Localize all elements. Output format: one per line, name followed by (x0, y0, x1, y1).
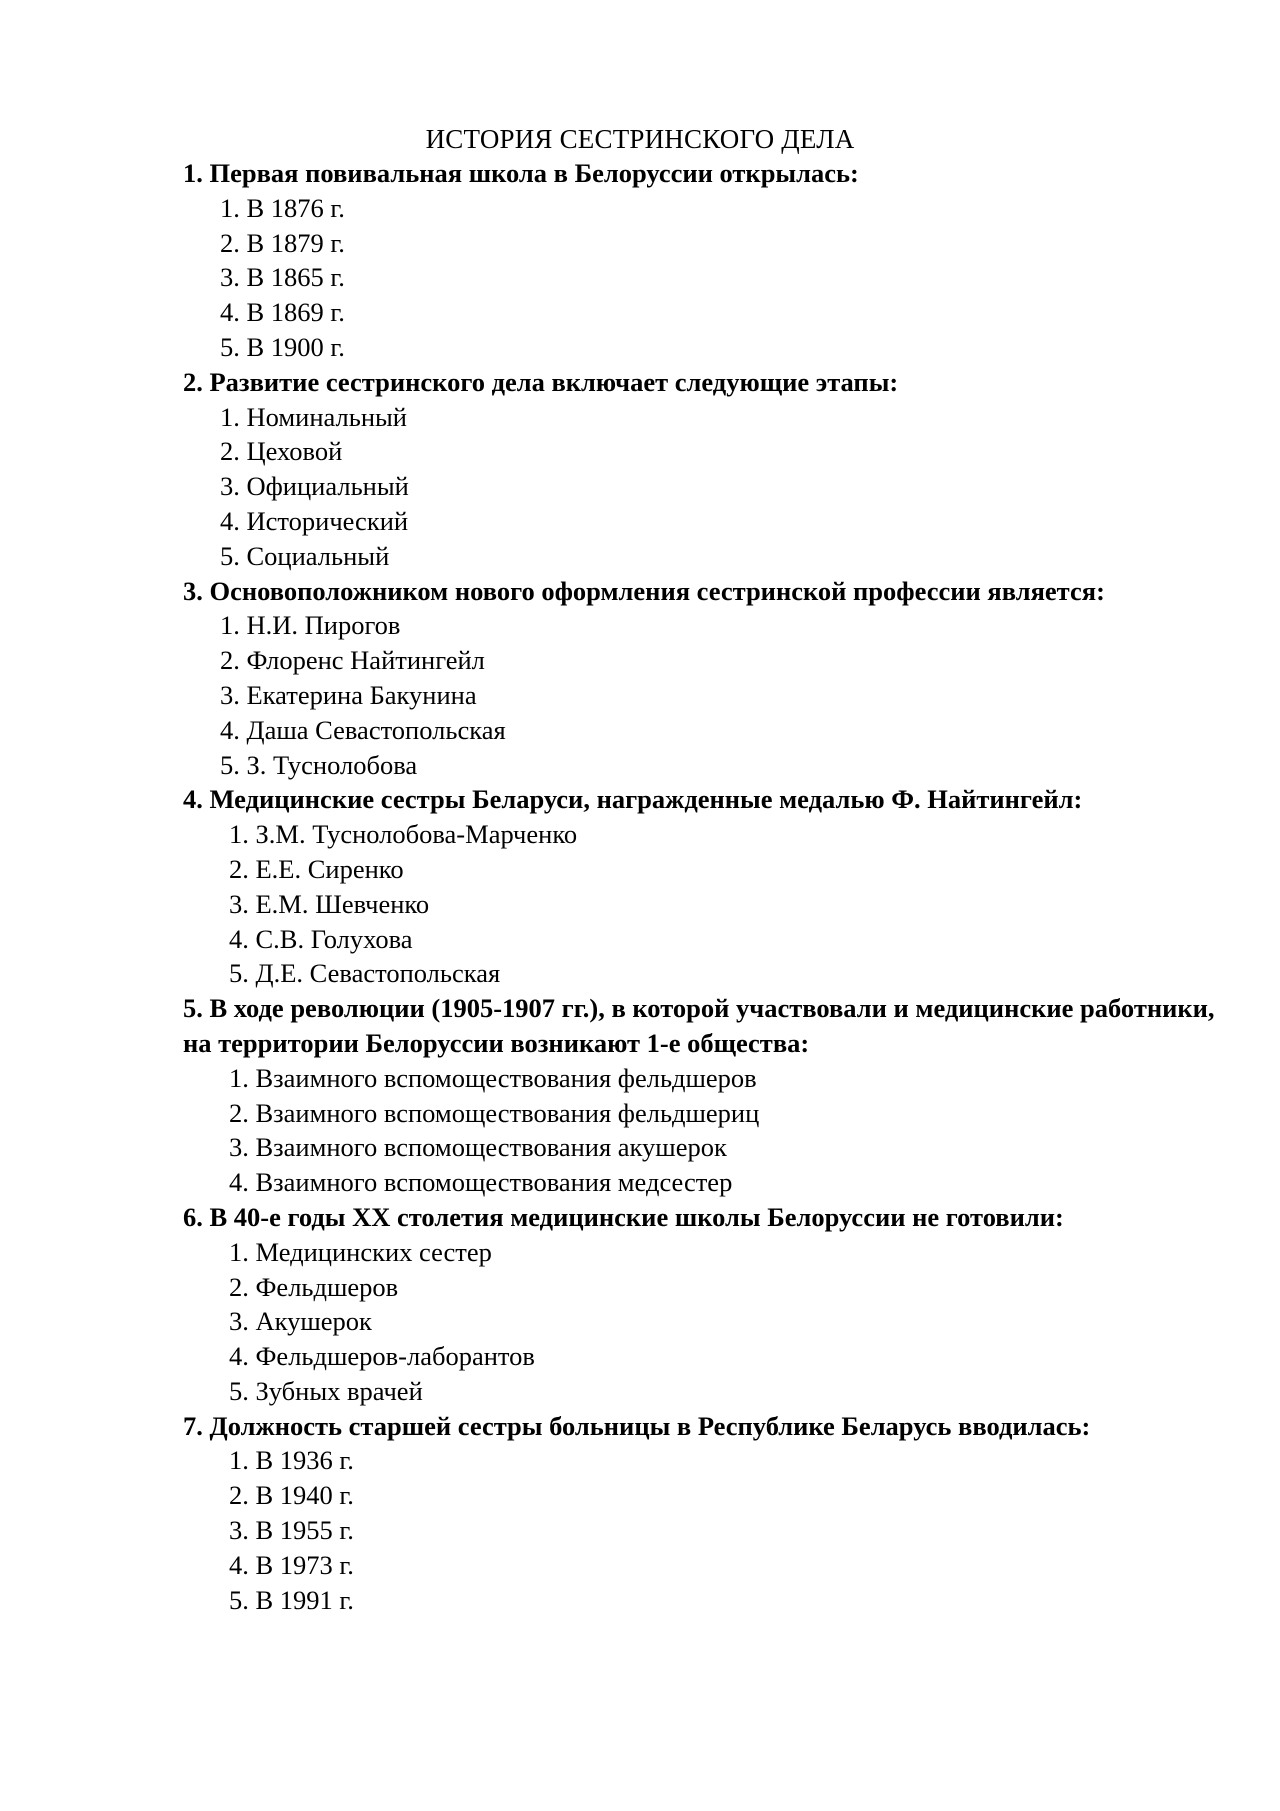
answer-option (220, 330, 1243, 365)
answer-option (220, 260, 1243, 295)
answer-number: 5. (229, 958, 249, 989)
answer-option (229, 1235, 1243, 1270)
question-text: 2. Развитие сестринского дела включает следующие этапы: (183, 366, 899, 397)
answer-text: В 1876 г. (246, 192, 345, 223)
answer-text: Взаимного вспомоществования медсестер (255, 1167, 733, 1198)
answer-option (229, 1061, 1243, 1096)
answer-option (229, 1339, 1243, 1374)
answer-number: 1. (229, 1062, 249, 1093)
question-1 (183, 156, 1243, 365)
answer-number: 3. (220, 679, 240, 710)
answer-number: 3. (229, 1306, 249, 1337)
question-list (183, 156, 1243, 1617)
answer-text: Взаимного вспомоществования фельдшеров (255, 1062, 757, 1093)
answer-text: Взаимного вспомоществования акушерок (255, 1132, 727, 1163)
question-6 (183, 1200, 1243, 1409)
answer-text: Е.Е. Сиренко (255, 853, 404, 884)
answer-number: 1. (220, 401, 240, 432)
answer-number: 3. (229, 1132, 249, 1163)
answer-option (229, 1583, 1243, 1618)
answer-text: Медицинских сестер (255, 1236, 492, 1267)
answer-option (229, 852, 1243, 887)
answer-option (229, 1478, 1243, 1513)
answer-number: 1. (229, 819, 249, 850)
answer-option (220, 469, 1243, 504)
answer-number: 2. (229, 1271, 249, 1302)
answer-text: Официальный (246, 471, 409, 502)
answer-list (183, 400, 1243, 574)
answer-option (229, 1443, 1243, 1478)
answer-option (220, 643, 1243, 678)
answer-number: 5. (220, 331, 240, 362)
answer-list (183, 608, 1243, 782)
answer-option (229, 887, 1243, 922)
answer-text: Д.Е. Севастопольская (255, 958, 501, 989)
answer-number: 5. (229, 1584, 249, 1615)
answer-number: 4. (229, 1549, 249, 1580)
answer-number: 5. (220, 749, 240, 780)
answer-text: В 1900 г. (246, 331, 345, 362)
answer-number: 1. (229, 1236, 249, 1267)
answer-option (229, 1165, 1243, 1200)
answer-list (183, 817, 1243, 991)
answer-text: Флоренс Найтингейл (246, 645, 485, 676)
answer-number: 5. (220, 540, 240, 571)
answer-number: 4. (220, 297, 240, 328)
answer-text: Фельдшеров-лаборантов (255, 1341, 535, 1372)
question-text: 6. В 40-е годы ХХ столетия медицинские школы Белоруссии не готовили: (183, 1201, 1064, 1232)
question-5 (183, 991, 1243, 1200)
answer-number: 1. (229, 1445, 249, 1476)
answer-text: Даша Севастопольская (246, 714, 506, 745)
answer-option (220, 539, 1243, 574)
answer-text: Н.И. Пирогов (246, 610, 401, 641)
answer-number: 2. (229, 1097, 249, 1128)
answer-number: 4. (220, 505, 240, 536)
answer-option (229, 1270, 1243, 1305)
answer-text: Номинальный (246, 401, 407, 432)
answer-number: 3. (229, 1515, 249, 1546)
answer-number: 1. (220, 610, 240, 641)
answer-option (229, 922, 1243, 957)
answer-text: Цеховой (246, 436, 343, 467)
answer-number: 2. (220, 645, 240, 676)
answer-option (220, 608, 1243, 643)
question-text: 4. Медицинские сестры Беларуси, награжденные медалью Ф. Найтингейл: (183, 784, 1083, 815)
question-text: 3. Основоположником нового оформления сестринской профессии является: (183, 575, 1105, 606)
answer-text: Екатерина Бакунина (246, 679, 477, 710)
answer-text: В 1940 г. (255, 1480, 354, 1511)
answer-text: Исторический (246, 505, 409, 536)
answer-text: Акушерок (255, 1306, 372, 1337)
answer-list (183, 1061, 1243, 1200)
answer-text: В 1879 г. (246, 227, 345, 258)
answer-text: Фельдшеров (255, 1271, 399, 1302)
answer-option (220, 504, 1243, 539)
answer-number: 2. (220, 227, 240, 258)
answer-text: В 1869 г. (246, 297, 345, 328)
answer-list (183, 1235, 1243, 1409)
answer-number: 3. (229, 888, 249, 919)
answer-option (229, 1374, 1243, 1409)
answer-option (229, 1304, 1243, 1339)
question-7 (183, 1409, 1243, 1618)
answer-text: Зубных врачей (255, 1375, 423, 1406)
answer-number: 4. (229, 1167, 249, 1198)
answer-option (220, 713, 1243, 748)
question-text: 7. Должность старшей сестры больницы в Республике Беларусь вводилась: (183, 1410, 1091, 1441)
question-text: 1. Первая повивальная школа в Белоруссии открылась: (183, 158, 859, 188)
answer-text: В 1973 г. (255, 1549, 354, 1580)
document-title: ИСТОРИЯ СЕСТРИНСКОГО ДЕЛА (425, 124, 855, 154)
answer-text: Социальный (246, 540, 390, 571)
answer-option (229, 1513, 1243, 1548)
answer-option (220, 434, 1243, 469)
answer-text: Е.М. Шевченко (255, 888, 430, 919)
answer-number: 4. (229, 923, 249, 954)
answer-text: Взаимного вспомоществования фельдшериц (255, 1097, 760, 1128)
answer-text: З.М. Туснолобова-Марченко (255, 819, 578, 850)
answer-option (220, 226, 1243, 261)
answer-number: 2. (220, 436, 240, 467)
answer-text: В 1936 г. (255, 1445, 354, 1476)
answer-number: 1. (220, 192, 240, 223)
answer-number: 3. (220, 262, 240, 293)
answer-number: 2. (229, 853, 249, 884)
answer-text: В 1955 г. (255, 1515, 354, 1546)
answer-option (220, 748, 1243, 783)
answer-number: 2. (229, 1480, 249, 1511)
question-text: 5. В ходе революции (1905-1907 гг.), в которой участвовали и медицинские работники, на территории Белоруссии возникают 1-е общества: (183, 993, 1215, 1058)
answer-option (220, 295, 1243, 330)
question-2 (183, 365, 1243, 574)
answer-option (220, 400, 1243, 435)
answer-option (229, 1548, 1243, 1583)
answer-option (229, 1130, 1243, 1165)
answer-number: 4. (220, 714, 240, 745)
answer-option (220, 191, 1243, 226)
answer-text: В 1865 г. (246, 262, 345, 293)
question-3 (183, 574, 1243, 783)
answer-text: З. Туснолобова (246, 749, 418, 780)
question-4 (183, 782, 1243, 991)
answer-text: В 1991 г. (255, 1584, 354, 1615)
answer-number: 4. (229, 1341, 249, 1372)
answer-option (229, 1096, 1243, 1131)
answer-option (220, 678, 1243, 713)
answer-list (183, 191, 1243, 365)
answer-number: 5. (229, 1375, 249, 1406)
answer-number: 3. (220, 471, 240, 502)
answer-option (229, 956, 1243, 991)
answer-list (183, 1443, 1243, 1617)
answer-text: С.В. Голухова (255, 923, 413, 954)
answer-option (229, 817, 1243, 852)
